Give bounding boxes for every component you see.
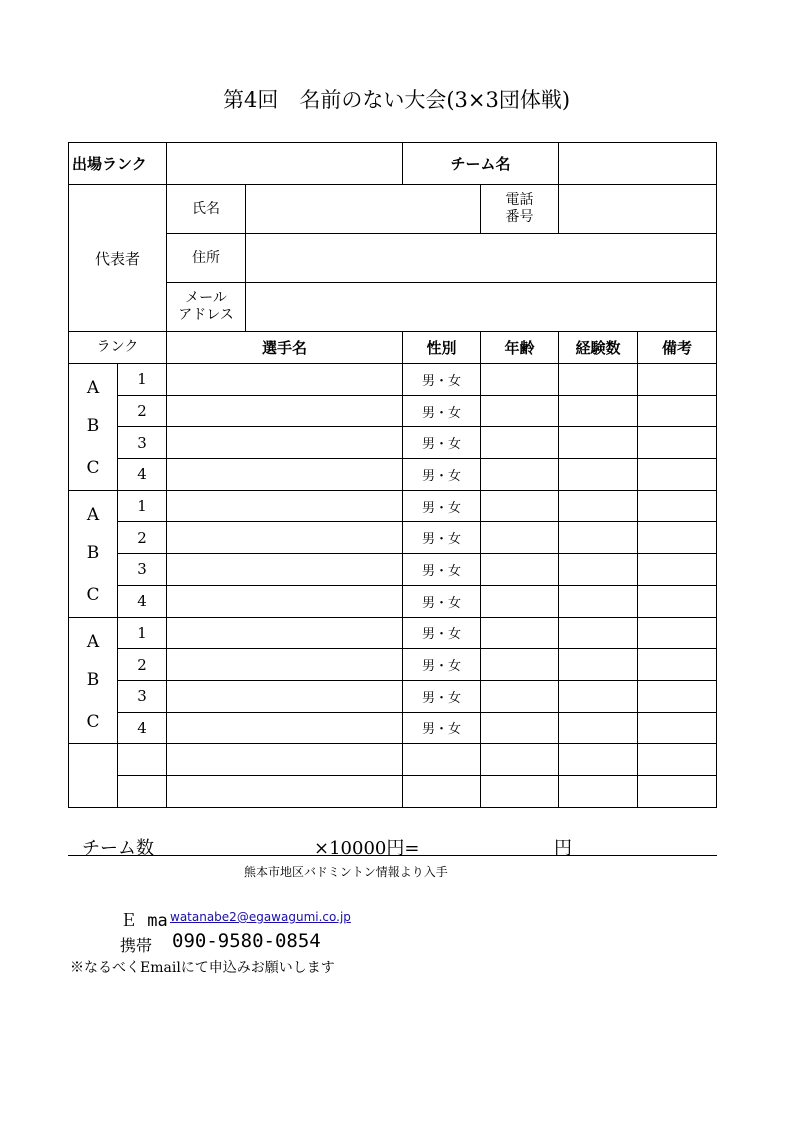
experience-field[interactable]: [559, 680, 638, 712]
address-field[interactable]: [246, 234, 717, 283]
column-header-rank: ランク: [69, 332, 167, 364]
player-row: [69, 680, 717, 712]
age-field[interactable]: [481, 395, 559, 427]
fee-formula: ×10000円=: [314, 838, 420, 859]
player-name-field[interactable]: [167, 459, 403, 491]
player-row: [69, 585, 717, 617]
rank-letter: A: [86, 378, 100, 398]
experience-field[interactable]: [559, 522, 638, 554]
rank-letter: B: [86, 542, 100, 563]
remarks-field[interactable]: [638, 585, 717, 617]
sex-field[interactable]: [403, 775, 481, 807]
experience-field[interactable]: [559, 554, 638, 586]
row-number: 1: [118, 490, 167, 522]
remarks-field[interactable]: [638, 775, 717, 807]
remarks-field[interactable]: [638, 427, 717, 459]
remarks-field[interactable]: [638, 554, 717, 586]
player-name-field[interactable]: [167, 712, 403, 744]
player-row: [69, 395, 717, 427]
player-row: [69, 490, 717, 522]
team-name-label: チーム名: [403, 143, 559, 185]
row-number: 3: [118, 427, 167, 459]
remarks-field[interactable]: [638, 459, 717, 491]
player-name-field[interactable]: [167, 364, 403, 396]
row-number: 2: [118, 395, 167, 427]
player-name-field[interactable]: [167, 490, 403, 522]
player-row: [69, 459, 717, 491]
blank-row: [69, 744, 717, 776]
column-header-sex: 性別: [403, 332, 481, 364]
rank-entry-label: 出場ランク: [69, 143, 167, 185]
rank-group-cell: [69, 364, 118, 491]
sex-selector[interactable]: 男・女: [403, 585, 481, 617]
age-field[interactable]: [481, 680, 559, 712]
row-number: 1: [118, 617, 167, 649]
representative-label: 代表者: [69, 185, 167, 332]
remarks-field[interactable]: [638, 522, 717, 554]
rank-letter: A: [86, 631, 100, 652]
name-label: 氏名: [167, 185, 246, 234]
experience-field[interactable]: [559, 427, 638, 459]
page-title: 第4回 名前のない大会(3×3団体戦): [222, 88, 571, 112]
email-request-note: ※なるべくEmailにて申込みお願いします: [70, 960, 335, 976]
column-header-experience: 経験数: [559, 332, 638, 364]
player-name-field[interactable]: [167, 680, 403, 712]
sex-selector[interactable]: 男・女: [403, 712, 481, 744]
rank-letter: A: [86, 504, 100, 525]
phone-label: 電話 番号: [481, 185, 559, 234]
row-number: 4: [118, 585, 167, 617]
entry-form-table: [68, 142, 717, 808]
rank-group-cell: [69, 617, 118, 744]
rank-letter: C: [86, 584, 100, 605]
age-field[interactable]: [481, 459, 559, 491]
row-number: 4: [118, 459, 167, 491]
age-field[interactable]: [481, 775, 559, 807]
remarks-field[interactable]: [638, 395, 717, 427]
experience-field[interactable]: [559, 459, 638, 491]
sex-selector[interactable]: 男・女: [403, 459, 481, 491]
player-row: [69, 712, 717, 744]
player-row: [69, 617, 717, 649]
age-field[interactable]: [481, 744, 559, 776]
sex-selector[interactable]: 男・女: [403, 649, 481, 681]
player-name-field[interactable]: [167, 427, 403, 459]
team-name-field[interactable]: [559, 143, 717, 185]
experience-field[interactable]: [559, 775, 638, 807]
age-field[interactable]: [481, 585, 559, 617]
remarks-field[interactable]: [638, 649, 717, 681]
experience-field[interactable]: [559, 490, 638, 522]
contact-phone-label: 携帯: [120, 936, 153, 955]
fee-underline: [68, 855, 717, 856]
address-label: 住所: [167, 234, 246, 283]
player-row: [69, 427, 717, 459]
row-number: 2: [118, 522, 167, 554]
source-note: 熊本市地区バドミントン情報より入手: [244, 865, 448, 879]
player-name-field[interactable]: [167, 775, 403, 807]
age-field[interactable]: [481, 554, 559, 586]
rank-letter: B: [86, 416, 100, 436]
contact-phone-value: 090-9580-0854: [172, 930, 321, 952]
phone-field[interactable]: [559, 185, 717, 234]
age-field[interactable]: [481, 490, 559, 522]
age-field[interactable]: [481, 364, 559, 396]
row-number: 2: [118, 649, 167, 681]
email-address-field[interactable]: [246, 283, 717, 332]
remarks-field[interactable]: [638, 617, 717, 649]
player-name-field[interactable]: [167, 744, 403, 776]
experience-field[interactable]: [559, 364, 638, 396]
sex-selector[interactable]: 男・女: [403, 617, 481, 649]
player-name-field[interactable]: [167, 395, 403, 427]
sex-selector[interactable]: 男・女: [403, 680, 481, 712]
experience-field[interactable]: [559, 649, 638, 681]
player-name-field[interactable]: [167, 617, 403, 649]
sex-selector[interactable]: 男・女: [403, 427, 481, 459]
column-header-player: 選手名: [167, 332, 403, 364]
blank-number-cell[interactable]: [118, 775, 167, 807]
age-field[interactable]: [481, 712, 559, 744]
player-row: [69, 364, 717, 396]
remarks-field[interactable]: [638, 490, 717, 522]
row-number: 4: [118, 712, 167, 744]
rank-letter: B: [86, 669, 100, 690]
player-name-field[interactable]: [167, 585, 403, 617]
experience-field[interactable]: [559, 744, 638, 776]
rank-letter: C: [86, 458, 100, 478]
column-header-remarks: 備考: [638, 332, 717, 364]
experience-field[interactable]: [559, 585, 638, 617]
contact-email-link[interactable]: watanabe2@egawagumi.co.jp: [170, 910, 351, 924]
sex-selector[interactable]: 男・女: [403, 490, 481, 522]
row-number: 1: [118, 364, 167, 396]
rank-letter: C: [86, 711, 100, 732]
rank-entry-field[interactable]: [167, 143, 403, 185]
experience-field[interactable]: [559, 395, 638, 427]
sex-selector[interactable]: 男・女: [403, 395, 481, 427]
blank-row: [69, 775, 717, 807]
experience-field[interactable]: [559, 712, 638, 744]
sex-selector[interactable]: 男・女: [403, 554, 481, 586]
player-name-field[interactable]: [167, 649, 403, 681]
player-row: [69, 649, 717, 681]
age-field[interactable]: [481, 649, 559, 681]
remarks-field[interactable]: [638, 712, 717, 744]
age-field[interactable]: [481, 427, 559, 459]
fee-unit: 円: [554, 838, 572, 859]
player-row: [69, 522, 717, 554]
email-address-label: メール アドレス: [167, 283, 246, 332]
blank-number-cell[interactable]: [118, 744, 167, 776]
team-count-label: チーム数: [82, 838, 154, 859]
name-field[interactable]: [246, 185, 481, 234]
sex-selector[interactable]: 男・女: [403, 364, 481, 396]
row-number: 3: [118, 554, 167, 586]
remarks-field[interactable]: [638, 744, 717, 776]
row-number: 3: [118, 680, 167, 712]
player-name-field[interactable]: [167, 554, 403, 586]
sex-field[interactable]: [403, 744, 481, 776]
column-header-age: 年齢: [481, 332, 559, 364]
age-field[interactable]: [481, 522, 559, 554]
age-field[interactable]: [481, 617, 559, 649]
experience-field[interactable]: [559, 617, 638, 649]
player-row: [69, 554, 717, 586]
sex-selector[interactable]: 男・女: [403, 522, 481, 554]
blank-rank-cell[interactable]: [69, 744, 118, 807]
remarks-field[interactable]: [638, 680, 717, 712]
rank-group-cell: [69, 490, 118, 617]
contact-email-label: Ｅ ma: [120, 911, 168, 931]
remarks-field[interactable]: [638, 364, 717, 396]
player-name-field[interactable]: [167, 522, 403, 554]
